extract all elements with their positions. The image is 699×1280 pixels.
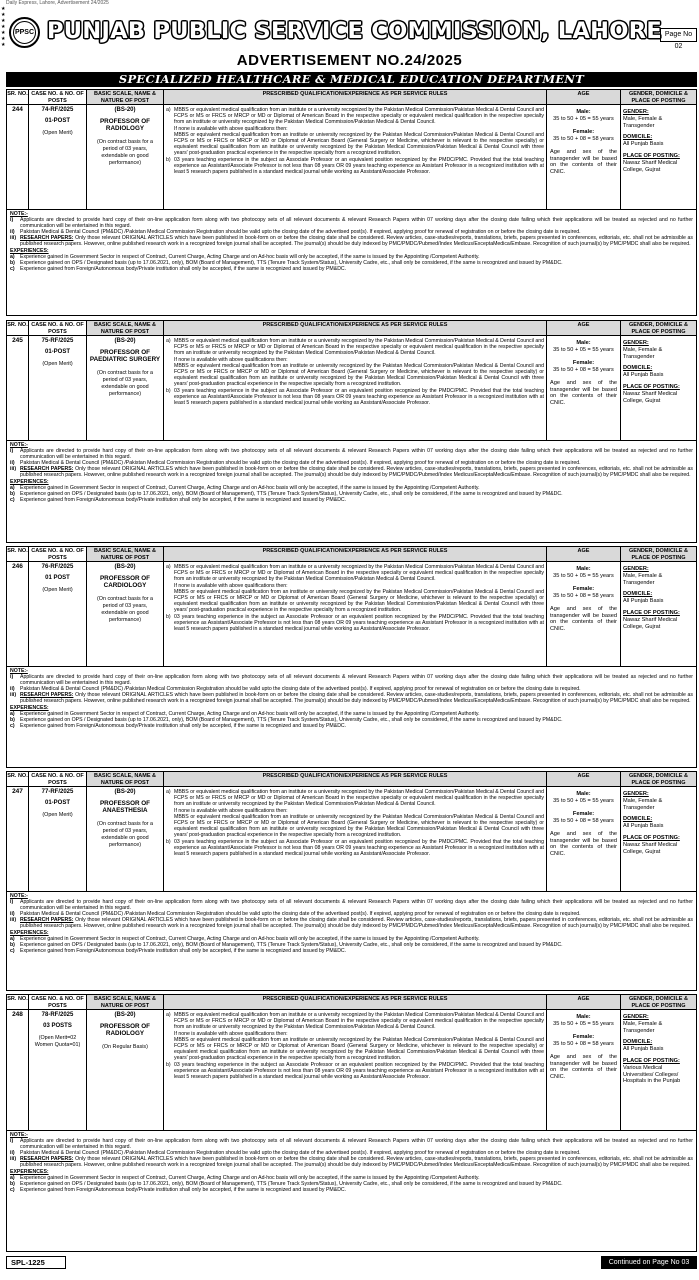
experiences-heading: EXPERIENCES: bbox=[10, 1168, 49, 1175]
qualification-header: PRESCRIBED QUALIFICATION/EXPERIENCE AS PER SERVICE RULES bbox=[164, 90, 546, 105]
experience-a: Experience gained in Government Sector in respect of Contract, Current Charge, Acting Charge and on Ad-hoc basis will only be accepted, if the same is issued by the Appointing /Competent Authority. bbox=[20, 935, 480, 942]
experience-a: Experience gained in Government Sector in respect of Contract, Current Charge, Acting Charge and on Ad-hoc basis will only be accepted, if the same is issued by the Appointing /Competent Authority. bbox=[20, 484, 480, 491]
ppsc-logo-icon bbox=[9, 17, 40, 48]
note-heading: NOTE:- bbox=[10, 442, 28, 448]
gender-header: GENDER, DOMICILE & PLACE OF POSTING bbox=[621, 772, 696, 787]
research-papers-label: RESEARCH PAPERS: bbox=[20, 466, 74, 473]
age-header: AGE bbox=[547, 90, 620, 105]
experience-a: Experience gained in Government Sector in respect of Contract, Current Charge, Acting Charge and on Ad-hoc basis will only be accepted, if the same is issued by the Appointing /Competent Authority. bbox=[20, 1174, 480, 1181]
number-of-posts: 01-POST bbox=[44, 799, 70, 806]
gender-header: GENDER, DOMICILE & PLACE OF POSTING bbox=[621, 995, 696, 1010]
sr-number: 245 bbox=[12, 337, 23, 344]
experience-c: Experience gained from Foreign/Autonomous body/Private institution shall only be accepted, if the same is recognized and issued by PM&DC. bbox=[20, 947, 347, 954]
gender-value: Male, Female & Transgender bbox=[623, 115, 663, 129]
post-table bbox=[7, 321, 696, 441]
note-i: Applicants are directed to provide hard copy of their on-line application form along with two photocopy sets of all relevant documents & relevant Research Papers within 07 working days after the closing date failing which their applications will be treated as rejected and no further communication will be entertained in this regard. bbox=[20, 899, 693, 912]
post-block bbox=[6, 320, 697, 543]
female-age: 35 to 50 + 08 = 58 years bbox=[553, 818, 614, 824]
commission-title: PUNJAB PUBLIC SERVICE COMMISSION, LAHORE bbox=[47, 18, 663, 44]
qualification-a: MBBS or equivalent medical qualification from an institute or a university recognized by the Pakistan Medical Commission/Pakistan Medical & Dental Council and FCPS or MS or FRCS or MRCP or MD or Diplomat of American Board in the respective specialty or equivalent medical qualification in the respective specialty from an institute or university recognized by the Pakistan Medical Commission/Pakistan Medical & Dental Council. bbox=[174, 1012, 544, 1031]
qualification-b: 03 years teaching experience in the subject as Associate Professor or an equivalent position recognized by the PMDC/PMC. Provided that the total teaching experience as Assistant/Associate Professor is not less than 08 years OR 09 years teaching experience as Assistant Professor in a recognized institution with at least 5 research papers published in a standard medical journal while working as Assistant/Associate Professor. bbox=[174, 838, 544, 858]
research-papers-label: RESEARCH PAPERS: bbox=[20, 692, 74, 699]
basic-scale: (BS-20) bbox=[114, 107, 136, 113]
experience-a: Experience gained in Government Sector in respect of Contract, Current Charge, Acting Charge and on Ad-hoc basis will only be accepted, if the same is issued by the Appointing /Competent Authority. bbox=[20, 253, 480, 260]
spl-code: SPL-1225 bbox=[6, 1256, 66, 1269]
contract-terms: (On contract basis for a period of 03 years, extendable on good performance) bbox=[96, 369, 154, 397]
gender-column bbox=[621, 90, 696, 209]
female-age: 35 to 50 + 08 = 58 years bbox=[553, 136, 614, 142]
female-age: 35 to 50 + 08 = 58 years bbox=[553, 1041, 614, 1047]
female-age: 35 to 50 + 08 = 58 years bbox=[553, 593, 614, 599]
sr-header: SR. NO. bbox=[7, 547, 28, 562]
female-label: Female: bbox=[572, 811, 595, 817]
basic-scale: (BS-20) bbox=[114, 789, 136, 795]
experiences-heading: EXPERIENCES: bbox=[10, 704, 49, 711]
basic-column bbox=[87, 995, 164, 1130]
research-papers-label: RESEARCH PAPERS: bbox=[20, 235, 74, 242]
gender-value: Male, Female & Transgender bbox=[623, 1020, 663, 1034]
qualification-header: PRESCRIBED QUALIFICATION/EXPERIENCE AS PER SERVICE RULES bbox=[164, 995, 546, 1010]
post-name: PROFESSOR OF ANAESTHESIA bbox=[99, 799, 151, 815]
notes-section: NOTE:- i) Applicants are directed to provide hard copy of their on-line application form along with two photocopy sets of all relevant documents & relevant Research Papers within 07 working days after the closing date failing which their applications will be treated as rejected and no further communication will be entertained in this regard. ii) Pakistan Medical & Dental Council (PM&DC) /Pakistan Medical Commission Registration should be valid upto the closing date of the advertised post(s). If expired, applying proof for renewal of registration on or before the closing date is required. iii) RESEARCH PAPERS: Only those relevant ORIGINAL ARTICLES which have been published in book-form on or before the closing date shall be considered. Review articles, case-studies/reports, translations, briefs, papers presented in conferences, editorials, etc. shall not be admissible as published research papers. However, online published research work in a recognized foreign journal shall be accepted. The journal(s) should be duly indexed by PMC/PMDC/Pubmed/Index Medicus/ExceptaMedica/Embase. Recognition of such journal(s) by PMC/PMDC shall also be required. EXPERIENCES: a) Experience gained in Government Sector in respect of Contract, Current Charge, Acting Charge and on Ad-hoc basis will only be accepted, if the same is issued by the Appointing /Competent Authority. b) Experience gained on OPS / Designated basis (up to 17.06.2021, only), BOM (Board of Management), TTS (Tenure Track System/Status), University Cadre, etc., shall only be considered, if the same is recognized and issued by PM&DC. c) Experience gained from Foreign/Autonomous body/Private institution shall only be accepted, if the same is recognized and issued by PM&DC. bbox=[10, 1132, 693, 1193]
experience-b: Experience gained on OPS / Designated basis (up to 17.06.2021, only), BOM (Board of Management), TTS (Tenure Track System/Status), University Cadre, etc., shall only be considered, if the same is recognized and issued by PM&DC. bbox=[20, 941, 563, 948]
transgender-age-note: Age and sex of the transgender will be based on the contents of their CNIC. bbox=[550, 1054, 617, 1080]
gender-header: GENDER, DOMICILE & PLACE OF POSTING bbox=[621, 321, 696, 336]
experiences-heading: EXPERIENCES: bbox=[10, 478, 49, 485]
age-column bbox=[547, 90, 621, 209]
gender-value: Male, Female & Transgender bbox=[623, 797, 663, 811]
quota: (Open Merit) bbox=[42, 130, 73, 137]
sr-column bbox=[7, 547, 29, 666]
note-iii: Only those relevant ORIGINAL ARTICLES which have been published in book-form on or before the closing date shall be considered. Review articles, case-studies/reports, translations, briefs, papers presented in conferences, editorials, etc. shall not be admissible as published research papers. However, online published research work in a recognized foreign journal shall be accepted. The journal(s) should be duly indexed by PMC/PMDC/Pubmed/Index Medicus/ExceptaMedica/Embase. Recognition of such journal(s) by PMC/PMDC shall also be required. bbox=[20, 917, 693, 930]
sr-number: 248 bbox=[12, 1011, 23, 1018]
qualification-column: PRESCRIBED QUALIFICATION/EXPERIENCE AS PER SERVICE RULES a) MBBS or equivalent medical qualification from an institute or a university recognized by the Pakistan Medical Commission/Pakistan Medical & Dental Council and FCPS or MS or FRCS or MRCP or MD or Diplomat of American Board in the respective specialty or equivalent medical qualification in the respective specialty from an institute or university recognized by the Pakistan Medical Commission/Pakistan Medical & Dental Council. If none is available with above qualifications then: MBBS or equivalent medical qualification from an institute or university recognized by the Pakistan Medical Commission/Pakistan Medical & Dental Council and FCPS or MS or FRCS or MRCP or MD or Diplomat of American Board (General Surgery or Medicine, whichever is relevant to the respective specialty) or equivalent medical qualification from an institute or university recognized by the Pakistan Medical Commission/Pakistan Medical & Dental Council with three years' post-graduation practical experience in the respective specialty from a recognized institution. b) 03 years teaching experience in the subject as Associate Professor or an equivalent position recognized by the PMDC/PMC. Provided that the total teaching experience as Assistant/Associate Professor is not less than 08 years OR 09 years teaching experience as Assistant Professor in a recognized institution with at least 5 research papers published in a standard medical journal while working as Assistant/Associate Professor. bbox=[164, 321, 547, 440]
note-heading: NOTE:- bbox=[10, 893, 28, 899]
sr-number: 246 bbox=[12, 563, 23, 570]
note-i: Applicants are directed to provide hard copy of their on-line application form along with two photocopy sets of all relevant documents & relevant Research Papers within 07 working days after the closing date failing which their applications will be treated as rejected and no further communication will be entertained in this regard. bbox=[20, 448, 693, 461]
contract-terms: (On contract basis for a period of 03 years, extendable on good performance) bbox=[96, 820, 154, 848]
experience-b: Experience gained on OPS / Designated basis (up to 17.06.2021, only), BOM (Board of Management), TTS (Tenure Track System/Status), University Cadre, etc., shall only be considered, if the same is recognized and issued by PM&DC. bbox=[20, 716, 563, 723]
sr-header: SR. NO. bbox=[7, 90, 28, 105]
continued-banner: Continued on Page No 03 bbox=[601, 1256, 697, 1269]
qualification-b: 03 years teaching experience in the subject as Associate Professor or an equivalent position recognized by the PMDC/PMC. Provided that the total teaching experience as Assistant/Associate Professor is not less than 08 years OR 09 years teaching experience as Assistant Professor in a recognized institution with at least 5 research papers published in a standard medical journal while working as Assistant/Associate Professor. bbox=[174, 156, 544, 176]
gender-header: GENDER, DOMICILE & PLACE OF POSTING bbox=[621, 90, 696, 105]
sr-number: 247 bbox=[12, 788, 23, 795]
male-age: 35 to 50 + 05 = 55 years bbox=[553, 573, 614, 579]
age-header: AGE bbox=[547, 547, 620, 562]
basic-header: BASIC SCALE, NAME & NATURE OF POST bbox=[87, 321, 163, 336]
case-header: CASE NO. & NO. OF POSTS bbox=[29, 90, 86, 105]
case-header: CASE NO. & NO. OF POSTS bbox=[29, 995, 86, 1010]
domicile-label: DOMICILE: bbox=[623, 591, 653, 598]
basic-column bbox=[87, 547, 164, 666]
gender-label: GENDER: bbox=[623, 109, 649, 115]
basic-header: BASIC SCALE, NAME & NATURE OF POST bbox=[87, 772, 163, 787]
note-ii: Pakistan Medical & Dental Council (PM&DC) /Pakistan Medical Commission Registration should be valid upto the closing date of the advertised post(s). If expired, applying proof for renewal of registration on or before the closing date is required. bbox=[20, 686, 581, 693]
qualification-none: If none is available with above qualifications then: bbox=[174, 807, 288, 814]
post-block bbox=[6, 771, 697, 991]
case-column bbox=[29, 547, 87, 666]
note-heading: NOTE:- bbox=[10, 1132, 28, 1138]
notes-section: NOTE:- i) Applicants are directed to provide hard copy of their on-line application form along with two photocopy sets of all relevant documents & relevant Research Papers within 07 working days after the closing date failing which their applications will be treated as rejected and no further communication will be entertained in this regard. ii) Pakistan Medical & Dental Council (PM&DC) /Pakistan Medical Commission Registration should be valid upto the closing date of the advertised post(s). If expired, applying proof for renewal of registration on or before the closing date is required. iii) RESEARCH PAPERS: Only those relevant ORIGINAL ARTICLES which have been published in book-form on or before the closing date shall be considered. Review articles, case-studies/reports, translations, briefs, papers presented in conferences, editorials, etc. shall not be admissible as published research papers. However, online published research work in a recognized foreign journal shall be accepted. The journal(s) should be duly indexed by PMC/PMDC/Pubmed/Index Medicus/ExceptaMedica/Embase. Recognition of such journal(s) by PMC/PMDC shall also be required. EXPERIENCES: a) Experience gained in Government Sector in respect of Contract, Current Charge, Acting Charge and on Ad-hoc basis will only be accepted, if the same is issued by the Appointing /Competent Authority. b) Experience gained on OPS / Designated basis (up to 17.06.2021, only), BOM (Board of Management), TTS (Tenure Track System/Status), University Cadre, etc., shall only be considered, if the same is recognized and issued by PM&DC. c) Experience gained from Foreign/Autonomous body/Private institution shall only be accepted, if the same is recognized and issued by PM&DC. bbox=[10, 211, 693, 272]
domicile-label: DOMICILE: bbox=[623, 1039, 653, 1046]
qualification-none: If none is available with above qualifications then: bbox=[174, 582, 288, 589]
age-header: AGE bbox=[547, 321, 620, 336]
case-header: CASE NO. & NO. OF POSTS bbox=[29, 547, 86, 562]
domicile-value: All Punjab Basis bbox=[623, 141, 664, 148]
age-column bbox=[547, 321, 621, 440]
female-label: Female: bbox=[572, 360, 595, 366]
contract-terms: (On contract basis for a period of 03 years, extendable on good performance) bbox=[96, 595, 154, 623]
posting-label: PLACE OF POSTING: bbox=[623, 383, 680, 390]
logo-text: PPSC bbox=[13, 21, 36, 44]
posting-value: Nawaz Sharif Medical College, Gujrat bbox=[623, 159, 678, 173]
male-label: Male: bbox=[576, 1014, 591, 1020]
transgender-age-note: Age and sex of the transgender will be based on the contents of their CNIC. bbox=[550, 831, 617, 857]
quota: (Open Merit) bbox=[42, 587, 73, 594]
research-papers-label: RESEARCH PAPERS: bbox=[20, 917, 74, 924]
female-age: 35 to 50 + 08 = 58 years bbox=[553, 367, 614, 373]
gender-value: Male, Female & Transgender bbox=[623, 572, 663, 586]
case-column bbox=[29, 995, 87, 1130]
qualification-header: PRESCRIBED QUALIFICATION/EXPERIENCE AS PER SERVICE RULES bbox=[164, 547, 546, 562]
experiences-heading: EXPERIENCES: bbox=[10, 247, 49, 254]
case-column bbox=[29, 90, 87, 209]
qualification-column: PRESCRIBED QUALIFICATION/EXPERIENCE AS PER SERVICE RULES a) MBBS or equivalent medical qualification from an institute or a university recognized by the Pakistan Medical Commission/Pakistan Medical & Dental Council and FCPS or MS or FRCS or MRCP or MD or Diplomat of American Board in the respective specialty or equivalent medical qualification in the respective specialty from an institute or university recognized by the Pakistan Medical Commission/Pakistan Medical & Dental Council. If none is available with above qualifications then: MBBS or equivalent medical qualification from an institute or university recognized by the Pakistan Medical Commission/Pakistan Medical & Dental Council and FCPS or MS or FRCS or MRCP or MD or Diplomat of American Board (General Surgery or Medicine, whichever is relevant to the respective specialty) or equivalent medical qualification from an institute or university recognized by the Pakistan Medical Commission/Pakistan Medical & Dental Council with three years' post-graduation practical experience in the respective specialty from a recognized institution. b) 03 years teaching experience in the subject as Associate Professor or an equivalent position recognized by the PMDC/PMC. Provided that the total teaching experience as Assistant/Associate Professor is not less than 08 years OR 09 years teaching experience as Assistant Professor in a recognized institution with at least 5 research papers published in a standard medical journal while working as Assistant/Associate Professor. bbox=[164, 90, 547, 209]
research-papers-label: RESEARCH PAPERS: bbox=[20, 1156, 74, 1163]
qualification-alt: MBBS or equivalent medical qualification from an institute or university recognized by the Pakistan Medical Commission/Pakistan Medical & Dental Council and FCPS or MS or FRCS or MRCP or MD or Diplomat of American Board (General Surgery or Medicine, whichever is relevant to the respective specialty) or equivalent medical qualification from an institute or university recognized by the Pakistan Medical Commission/Pakistan Medical & Dental Council with three years' post-graduation practical experience in the respective specialty from a recognized institution. bbox=[174, 362, 544, 388]
notes-section: NOTE:- i) Applicants are directed to provide hard copy of their on-line application form along with two photocopy sets of all relevant documents & relevant Research Papers within 07 working days after the closing date failing which their applications will be treated as rejected and no further communication will be entertained in this regard. ii) Pakistan Medical & Dental Council (PM&DC) /Pakistan Medical Commission Registration should be valid upto the closing date of the advertised post(s). If expired, applying proof for renewal of registration on or before the closing date is required. iii) RESEARCH PAPERS: Only those relevant ORIGINAL ARTICLES which have been published in book-form on or before the closing date shall be considered. Review articles, case-studies/reports, translations, briefs, papers presented in conferences, editorials, etc. shall not be admissible as published research papers. However, online published research work in a recognized foreign journal shall be accepted. The journal(s) should be duly indexed by PMC/PMDC/Pubmed/Index Medicus/ExceptaMedica/Embase. Recognition of such journal(s) by PMC/PMDC shall also be required. EXPERIENCES: a) Experience gained in Government Sector in respect of Contract, Current Charge, Acting Charge and on Ad-hoc basis will only be accepted, if the same is issued by the Appointing /Competent Authority. b) Experience gained on OPS / Designated basis (up to 17.06.2021, only), BOM (Board of Management), TTS (Tenure Track System/Status), University Cadre, etc., shall only be considered, if the same is recognized and issued by PM&DC. c) Experience gained from Foreign/Autonomous body/Private institution shall only be accepted, if the same is recognized and issued by PM&DC. bbox=[10, 442, 693, 503]
gender-label: GENDER: bbox=[623, 566, 649, 572]
qualification-alt: MBBS or equivalent medical qualification from an institute or university recognized by the Pakistan Medical Commission/Pakistan Medical & Dental Council and FCPS or MS or FRCS or MRCP or MD or Diplomat of American Board (General Surgery or Medicine, whichever is relevant to the respective specialty) or equivalent medical qualification from an institute or university recognized by the Pakistan Medical Commission/Pakistan Medical & Dental Council with three years' post-graduation practical experience in the respective specialty from a recognized institution. bbox=[174, 131, 544, 157]
basic-header: BASIC SCALE, NAME & NATURE OF POST bbox=[87, 547, 163, 562]
note-ii: Pakistan Medical & Dental Council (PM&DC) /Pakistan Medical Commission Registration should be valid upto the closing date of the advertised post(s). If expired, applying proof for renewal of registration on or before the closing date is required. bbox=[20, 1150, 581, 1157]
experience-c: Experience gained from Foreign/Autonomous body/Private institution shall only be accepted, if the same is recognized and issued by PM&DC. bbox=[20, 496, 347, 503]
experience-c: Experience gained from Foreign/Autonomous body/Private institution shall only be accepted, if the same is recognized and issued by PM&DC. bbox=[20, 722, 347, 729]
note-heading: NOTE:- bbox=[10, 668, 28, 674]
page-number-badge: Page No 02 bbox=[660, 28, 697, 42]
post-name: PROFESSOR OF RADIOLOGY bbox=[99, 1022, 151, 1038]
posting-label: PLACE OF POSTING: bbox=[623, 152, 680, 159]
quota: (Open Merit=02 Women Quota=01) bbox=[34, 1035, 81, 1048]
qualification-header: PRESCRIBED QUALIFICATION/EXPERIENCE AS PER SERVICE RULES bbox=[164, 772, 546, 787]
posting-value: Nawaz Sharif Medical College, Gujrat bbox=[623, 390, 678, 404]
qualification-b: 03 years teaching experience in the subject as Associate Professor or an equivalent position recognized by the PMDC/PMC. Provided that the total teaching experience as Assistant/Associate Professor is not less than 08 years OR 09 years teaching experience as Assistant Professor in a recognized institution with at least 5 research papers published in a standard medical journal while working as Assistant/Associate Professor. bbox=[174, 387, 544, 407]
note-i: Applicants are directed to provide hard copy of their on-line application form along with two photocopy sets of all relevant documents & relevant Research Papers within 07 working days after the closing date failing which their applications will be treated as rejected and no further communication will be entertained in this regard. bbox=[20, 674, 693, 687]
qualification-none: If none is available with above qualifications then: bbox=[174, 125, 288, 132]
experience-c: Experience gained from Foreign/Autonomous body/Private institution shall only be accepted, if the same is recognized and issued by PM&DC. bbox=[20, 265, 347, 272]
post-name: PROFESSOR OF PAEDIATRIC SURGERY bbox=[89, 348, 161, 364]
experience-c: Experience gained from Foreign/Autonomous body/Private institution shall only be accepted, if the same is recognized and issued by PM&DC. bbox=[20, 1186, 347, 1193]
posting-label: PLACE OF POSTING: bbox=[623, 1057, 680, 1064]
sr-column bbox=[7, 772, 29, 891]
qualification-a: MBBS or equivalent medical qualification from an institute or a university recognized by the Pakistan Medical Commission/Pakistan Medical & Dental Council and FCPS or MS or FRCS or MRCP or MD or Diplomat of American Board in the respective specialty or equivalent medical qualification in the respective specialty from an institute or university recognized by the Pakistan Medical Commission/Pakistan Medical & Dental Council. bbox=[174, 564, 544, 583]
basic-column bbox=[87, 772, 164, 891]
posting-label: PLACE OF POSTING: bbox=[623, 609, 680, 616]
gender-header: GENDER, DOMICILE & PLACE OF POSTING bbox=[621, 547, 696, 562]
domicile-value: All Punjab Basis bbox=[623, 598, 664, 605]
male-age: 35 to 50 + 05 = 55 years bbox=[553, 1021, 614, 1027]
posting-value: Various Medical Universities/ Colleges/ Hospitals in the Punjab bbox=[623, 1064, 681, 1085]
qualification-alt: MBBS or equivalent medical qualification from an institute or university recognized by the Pakistan Medical Commission/Pakistan Medical & Dental Council and FCPS or MS or FRCS or MRCP or MD or Diplomat of American Board (General Surgery or Medicine, whichever is relevant to the respective specialty) or equivalent medical qualification from an institute or university recognized by the Pakistan Medical Commission/Pakistan Medical & Dental Council with three years' post-graduation practical experience in the respective specialty from a recognized institution. bbox=[174, 813, 544, 839]
note-ii: Pakistan Medical & Dental Council (PM&DC) /Pakistan Medical Commission Registration should be valid upto the closing date of the advertised post(s). If expired, applying proof for renewal of registration on or before the closing date is required. bbox=[20, 911, 581, 918]
gender-label: GENDER: bbox=[623, 1014, 649, 1020]
number-of-posts: 01-POST bbox=[44, 348, 70, 355]
gender-column bbox=[621, 772, 696, 891]
qualification-a: MBBS or equivalent medical qualification from an institute or a university recognized by the Pakistan Medical Commission/Pakistan Medical & Dental Council and FCPS or MS or FRCS or MRCP or MD or Diplomat of American Board in the respective specialty or equivalent medical qualification in the respective specialty from an institute or university recognized by the Pakistan Medical Commission/Pakistan Medical & Dental Council. bbox=[174, 107, 544, 126]
experience-b: Experience gained on OPS / Designated basis (up to 17.06.2021, only), BOM (Board of Management), TTS (Tenure Track System/Status), University Cadre, etc., shall only be considered, if the same is recognized and issued by PM&DC. bbox=[20, 259, 563, 266]
basic-header: BASIC SCALE, NAME & NATURE OF POST bbox=[87, 995, 163, 1010]
note-iii: Only those relevant ORIGINAL ARTICLES which have been published in book-form on or before the closing date shall be considered. Review articles, case-studies/reports, translations, briefs, papers presented in conferences, editorials, etc. shall not be admissible as published research papers. However, online published research work in a recognized foreign journal shall be accepted. The journal(s) should be duly indexed by PMC/PMDC/Pubmed/Index Medicus/ExceptaMedica/Embase. Recognition of such journal(s) by PMC/PMDC shall also be required. bbox=[20, 235, 693, 248]
contract-terms: (On contract basis for a period of 03 years, extendable on good performance) bbox=[96, 138, 154, 166]
qualification-a: MBBS or equivalent medical qualification from an institute or a university recognized by the Pakistan Medical Commission/Pakistan Medical & Dental Council and FCPS or MS or FRCS or MRCP or MD or Diplomat of American Board in the respective specialty or equivalent medical qualification in the respective specialty from an institute or university recognized by the Pakistan Medical Commission/Pakistan Medical & Dental Council. bbox=[174, 789, 544, 808]
qualification-b: 03 years teaching experience in the subject as Associate Professor or an equivalent position recognized by the PMDC/PMC. Provided that the total teaching experience as Assistant/Associate Professor is not less than 08 years OR 09 years teaching experience as Assistant Professor in a recognized institution with at least 5 research papers published in a standard medical journal while working as Assistant/Associate Professor. bbox=[174, 1061, 544, 1081]
basic-column bbox=[87, 90, 164, 209]
transgender-age-note: Age and sex of the transgender will be based on the contents of their CNIC. bbox=[550, 606, 617, 632]
newspaper-strip: Daily Express, Lahore, Advertisement 24/2025 bbox=[6, 0, 109, 6]
age-column bbox=[547, 772, 621, 891]
footer bbox=[6, 1256, 697, 1270]
domicile-label: DOMICILE: bbox=[623, 816, 653, 823]
female-label: Female: bbox=[572, 1034, 595, 1040]
qualification-column: PRESCRIBED QUALIFICATION/EXPERIENCE AS PER SERVICE RULES a) MBBS or equivalent medical qualification from an institute or a university recognized by the Pakistan Medical Commission/Pakistan Medical & Dental Council and FCPS or MS or FRCS or MRCP or MD or Diplomat of American Board in the respective specialty or equivalent medical qualification in the respective specialty from an institute or university recognized by the Pakistan Medical Commission/Pakistan Medical & Dental Council. If none is available with above qualifications then: MBBS or equivalent medical qualification from an institute or university recognized by the Pakistan Medical Commission/Pakistan Medical & Dental Council and FCPS or MS or FRCS or MRCP or MD or Diplomat of American Board (General Surgery or Medicine, whichever is relevant to the respective specialty) or equivalent medical qualification from an institute or university recognized by the Pakistan Medical Commission/Pakistan Medical & Dental Council with three years' post-graduation practical experience in the respective specialty from a recognized institution. b) 03 years teaching experience in the subject as Associate Professor or an equivalent position recognized by the PMDC/PMC. Provided that the total teaching experience as Assistant/Associate Professor is not less than 08 years OR 09 years teaching experience as Assistant Professor in a recognized institution with at least 5 research papers published in a standard medical journal while working as Assistant/Associate Professor. bbox=[164, 772, 547, 891]
sr-header: SR. NO. bbox=[7, 321, 28, 336]
post-name: PROFESSOR OF CARDIOLOGY bbox=[99, 574, 151, 590]
case-header: CASE NO. & NO. OF POSTS bbox=[29, 772, 86, 787]
qualification-alt: MBBS or equivalent medical qualification from an institute or university recognized by the Pakistan Medical Commission/Pakistan Medical & Dental Council and FCPS or MS or FRCS or MRCP or MD or Diplomat of American Board (General Surgery or Medicine, whichever is relevant to the respective specialty) or equivalent medical qualification from an institute or university recognized by the Pakistan Medical Commission/Pakistan Medical & Dental Council with three years' post-graduation practical experience in the respective specialty from a recognized institution. bbox=[174, 588, 544, 614]
qualification-none: If none is available with above qualifications then: bbox=[174, 1030, 288, 1037]
age-header: AGE bbox=[547, 995, 620, 1010]
domicile-value: All Punjab Basis bbox=[623, 1046, 664, 1053]
gender-column bbox=[621, 995, 696, 1130]
notes-section: NOTE:- i) Applicants are directed to provide hard copy of their on-line application form along with two photocopy sets of all relevant documents & relevant Research Papers within 07 working days after the closing date failing which their applications will be treated as rejected and no further communication will be entertained in this regard. ii) Pakistan Medical & Dental Council (PM&DC) /Pakistan Medical Commission Registration should be valid upto the closing date of the advertised post(s). If expired, applying proof for renewal of registration on or before the closing date is required. iii) RESEARCH PAPERS: Only those relevant ORIGINAL ARTICLES which have been published in book-form on or before the closing date shall be considered. Review articles, case-studies/reports, translations, briefs, papers presented in conferences, editorials, etc. shall not be admissible as published research papers. However, online published research work in a recognized foreign journal shall be accepted. The journal(s) should be duly indexed by PMC/PMDC/Pubmed/Index Medicus/ExceptaMedica/Embase. Recognition of such journal(s) by PMC/PMDC shall also be required. EXPERIENCES: a) Experience gained in Government Sector in respect of Contract, Current Charge, Acting Charge and on Ad-hoc basis will only be accepted, if the same is issued by the Appointing /Competent Authority. b) Experience gained on OPS / Designated basis (up to 17.06.2021, only), BOM (Board of Management), TTS (Tenure Track System/Status), University Cadre, etc., shall only be considered, if the same is recognized and issued by PM&DC. c) Experience gained from Foreign/Autonomous body/Private institution shall only be accepted, if the same is recognized and issued by PM&DC. bbox=[10, 668, 693, 729]
qualification-column: PRESCRIBED QUALIFICATION/EXPERIENCE AS PER SERVICE RULES a) MBBS or equivalent medical qualification from an institute or a university recognized by the Pakistan Medical Commission/Pakistan Medical & Dental Council and FCPS or MS or FRCS or MRCP or MD or Diplomat of American Board in the respective specialty or equivalent medical qualification in the respective specialty from an institute or university recognized by the Pakistan Medical Commission/Pakistan Medical & Dental Council. If none is available with above qualifications then: MBBS or equivalent medical qualification from an institute or university recognized by the Pakistan Medical Commission/Pakistan Medical & Dental Council and FCPS or MS or FRCS or MRCP or MD or Diplomat of American Board (General Surgery or Medicine, whichever is relevant to the respective specialty) or equivalent medical qualification from an institute or university recognized by the Pakistan Medical Commission/Pakistan Medical & Dental Council with three years' post-graduation practical experience in the respective specialty from a recognized institution. b) 03 years teaching experience in the subject as Associate Professor or an equivalent position recognized by the PMDC/PMC. Provided that the total teaching experience as Assistant/Associate Professor is not less than 08 years OR 09 years teaching experience as Assistant Professor in a recognized institution with at least 5 research papers published in a standard medical journal while working as Assistant/Associate Professor. bbox=[164, 547, 547, 666]
basic-column bbox=[87, 321, 164, 440]
posting-value: Nawaz Sharif Medical College, Gujrat bbox=[623, 841, 678, 855]
case-number: 78-RF/2025 bbox=[41, 1012, 74, 1018]
gender-label: GENDER: bbox=[623, 791, 649, 797]
sr-column bbox=[7, 90, 29, 209]
experiences-heading: EXPERIENCES: bbox=[10, 929, 49, 936]
gender-value: Male, Female & Transgender bbox=[623, 346, 663, 360]
posting-label: PLACE OF POSTING: bbox=[623, 834, 680, 841]
basic-scale: (BS-20) bbox=[114, 338, 136, 344]
advertisement-number: ADVERTISEMENT NO.24/2025 bbox=[236, 52, 463, 69]
sr-header: SR. NO. bbox=[7, 995, 28, 1010]
male-label: Male: bbox=[576, 340, 591, 346]
male-age: 35 to 50 + 05 = 55 years bbox=[553, 116, 614, 122]
note-iii: Only those relevant ORIGINAL ARTICLES which have been published in book-form on or before the closing date shall be considered. Review articles, case-studies/reports, translations, briefs, papers presented in conferences, editorials, etc. shall not be admissible as published research papers. However, online published research work in a recognized foreign journal shall be accepted. The journal(s) should be duly indexed by PMC/PMDC/Pubmed/Index Medicus/ExceptaMedica/Embase. Recognition of such journal(s) by PMC/PMDC shall also be required. bbox=[20, 466, 693, 479]
age-column bbox=[547, 547, 621, 666]
basic-scale: (BS-20) bbox=[114, 564, 136, 570]
gender-label: GENDER: bbox=[623, 340, 649, 346]
note-iii: Only those relevant ORIGINAL ARTICLES which have been published in book-form on or before the closing date shall be considered. Review articles, case-studies/reports, translations, briefs, papers presented in conferences, editorials, etc. shall not be admissible as published research papers. However, online published research work in a recognized foreign journal shall be accepted. The journal(s) should be duly indexed by PMC/PMDC/Pubmed/Index Medicus/ExceptaMedica/Embase. Recognition of such journal(s) by PMC/PMDC shall also be required. bbox=[20, 1156, 693, 1169]
note-iii: Only those relevant ORIGINAL ARTICLES which have been published in book-form on or before the closing date shall be considered. Review articles, case-studies/reports, translations, briefs, papers presented in conferences, editorials, etc. shall not be admissible as published research papers. However, online published research work in a recognized foreign journal shall be accepted. The journal(s) should be duly indexed by PMC/PMDC/Pubmed/Index Medicus/ExceptaMedica/Embase. Recognition of such journal(s) by PMC/PMDC shall also be required. bbox=[20, 692, 693, 705]
case-number: 76-RF/2025 bbox=[41, 564, 74, 570]
age-header: AGE bbox=[547, 772, 620, 787]
case-number: 75-RF/2025 bbox=[41, 338, 74, 344]
contract-terms: (On Regular Basis) bbox=[102, 1043, 148, 1050]
male-label: Male: bbox=[576, 109, 591, 115]
post-name: PROFESSOR OF RADIOLOGY bbox=[99, 117, 151, 133]
post-table bbox=[7, 995, 696, 1131]
case-header: CASE NO. & NO. OF POSTS bbox=[29, 321, 86, 336]
domicile-label: DOMICILE: bbox=[623, 365, 653, 372]
male-label: Male: bbox=[576, 566, 591, 572]
female-label: Female: bbox=[572, 129, 595, 135]
qualification-column: PRESCRIBED QUALIFICATION/EXPERIENCE AS PER SERVICE RULES a) MBBS or equivalent medical qualification from an institute or a university recognized by the Pakistan Medical Commission/Pakistan Medical & Dental Council and FCPS or MS or FRCS or MRCP or MD or Diplomat of American Board in the respective specialty or equivalent medical qualification in the respective specialty from an institute or university recognized by the Pakistan Medical Commission/Pakistan Medical & Dental Council. If none is available with above qualifications then: MBBS or equivalent medical qualification from an institute or university recognized by the Pakistan Medical Commission/Pakistan Medical & Dental Council and FCPS or MS or FRCS or MRCP or MD or Diplomat of American Board (General Surgery or Medicine, whichever is relevant to the respective specialty) or equivalent medical qualification from an institute or university recognized by the Pakistan Medical Commission/Pakistan Medical & Dental Council with three years' post-graduation practical experience in the respective specialty from a recognized institution. b) 03 years teaching experience in the subject as Associate Professor or an equivalent position recognized by the PMDC/PMC. Provided that the total teaching experience as Assistant/Associate Professor is not less than 08 years OR 09 years teaching experience as Assistant Professor in a recognized institution with at least 5 research papers published in a standard medical journal while working as Assistant/Associate Professor. bbox=[164, 995, 547, 1130]
note-i: Applicants are directed to provide hard copy of their on-line application form along with two photocopy sets of all relevant documents & relevant Research Papers within 07 working days after the closing date failing which their applications will be treated as rejected and no further communication will be entertained in this regard. bbox=[20, 217, 693, 230]
post-table bbox=[7, 90, 696, 210]
post-block bbox=[6, 546, 697, 768]
female-label: Female: bbox=[572, 586, 595, 592]
number-of-posts: 01-POST bbox=[44, 117, 70, 124]
post-block bbox=[6, 89, 697, 316]
experience-b: Experience gained on OPS / Designated basis (up to 17.06.2021, only), BOM (Board of Management), TTS (Tenure Track System/Status), University Cadre, etc., shall only be considered, if the same is recognized and issued by PM&DC. bbox=[20, 1180, 563, 1187]
male-age: 35 to 50 + 05 = 55 years bbox=[553, 347, 614, 353]
star-decoration: ★ ★ ★ ★ ★ ★ ★ bbox=[1, 6, 6, 48]
quota: (Open Merit) bbox=[42, 812, 73, 819]
number-of-posts: 03 POSTS bbox=[43, 1022, 72, 1029]
sr-column bbox=[7, 321, 29, 440]
domicile-label: DOMICILE: bbox=[623, 134, 653, 141]
domicile-value: All Punjab Basis bbox=[623, 823, 664, 830]
note-ii: Pakistan Medical & Dental Council (PM&DC) /Pakistan Medical Commission Registration should be valid upto the closing date of the advertised post(s). If expired, applying proof for renewal of registration on or before the closing date is required. bbox=[20, 460, 581, 467]
post-block bbox=[6, 994, 697, 1252]
male-label: Male: bbox=[576, 791, 591, 797]
post-table bbox=[7, 772, 696, 892]
posting-value: Nawaz Sharif Medical College, Gujrat bbox=[623, 616, 678, 630]
qualification-a: MBBS or equivalent medical qualification from an institute or a university recognized by the Pakistan Medical Commission/Pakistan Medical & Dental Council and FCPS or MS or FRCS or MRCP or MD or Diplomat of American Board in the respective specialty or equivalent medical qualification in the respective specialty from an institute or university recognized by the Pakistan Medical Commission/Pakistan Medical & Dental Council. bbox=[174, 338, 544, 357]
basic-header: BASIC SCALE, NAME & NATURE OF POST bbox=[87, 90, 163, 105]
case-column bbox=[29, 321, 87, 440]
gender-column bbox=[621, 321, 696, 440]
sr-header: SR. NO. bbox=[7, 772, 28, 787]
case-number: 74-RF/2025 bbox=[41, 107, 74, 113]
post-table bbox=[7, 547, 696, 667]
note-ii: Pakistan Medical & Dental Council (PM&DC) /Pakistan Medical Commission Registration should be valid upto the closing date of the advertised post(s). If expired, applying proof for renewal of registration on or before the closing date is required. bbox=[20, 229, 581, 236]
basic-scale: (BS-20) bbox=[114, 1012, 136, 1018]
qualification-header: PRESCRIBED QUALIFICATION/EXPERIENCE AS PER SERVICE RULES bbox=[164, 321, 546, 336]
age-column bbox=[547, 995, 621, 1130]
sr-column bbox=[7, 995, 29, 1130]
transgender-age-note: Age and sex of the transgender will be based on the contents of their CNIC. bbox=[550, 380, 617, 406]
number-of-posts: 01 POST bbox=[45, 574, 70, 581]
domicile-value: All Punjab Basis bbox=[623, 372, 664, 379]
notes-section: NOTE:- i) Applicants are directed to provide hard copy of their on-line application form along with two photocopy sets of all relevant documents & relevant Research Papers within 07 working days after the closing date failing which their applications will be treated as rejected and no further communication will be entertained in this regard. ii) Pakistan Medical & Dental Council (PM&DC) /Pakistan Medical Commission Registration should be valid upto the closing date of the advertised post(s). If expired, applying proof for renewal of registration on or before the closing date is required. iii) RESEARCH PAPERS: Only those relevant ORIGINAL ARTICLES which have been published in book-form on or before the closing date shall be considered. Review articles, case-studies/reports, translations, briefs, papers presented in conferences, editorials, etc. shall not be admissible as published research papers. However, online published research work in a recognized foreign journal shall be accepted. The journal(s) should be duly indexed by PMC/PMDC/Pubmed/Index Medicus/ExceptaMedica/Embase. Recognition of such journal(s) by PMC/PMDC shall also be required. EXPERIENCES: a) Experience gained in Government Sector in respect of Contract, Current Charge, Acting Charge and on Ad-hoc basis will only be accepted, if the same is issued by the Appointing /Competent Authority. b) Experience gained on OPS / Designated basis (up to 17.06.2021, only), BOM (Board of Management), TTS (Tenure Track System/Status), University Cadre, etc., shall only be considered, if the same is recognized and issued by PM&DC. c) Experience gained from Foreign/Autonomous body/Private institution shall only be accepted, if the same is recognized and issued by PM&DC. bbox=[10, 893, 693, 954]
qualification-alt: MBBS or equivalent medical qualification from an institute or university recognized by the Pakistan Medical Commission/Pakistan Medical & Dental Council and FCPS or MS or FRCS or MRCP or MD or Diplomat of American Board (General Surgery or Medicine, whichever is relevant to the respective specialty) or equivalent medical qualification from an institute or university recognized by the Pakistan Medical Commission/Pakistan Medical & Dental Council with three years' post-graduation practical experience in the respective specialty from a recognized institution. bbox=[174, 1036, 544, 1062]
case-number: 77-RF/2025 bbox=[41, 789, 74, 795]
qualification-b: 03 years teaching experience in the subject as Associate Professor or an equivalent position recognized by the PMDC/PMC. Provided that the total teaching experience as Assistant/Associate Professor is not less than 08 years OR 09 years teaching experience as Assistant Professor in a recognized institution with at least 5 research papers published in a standard medical journal while working as Assistant/Associate Professor. bbox=[174, 613, 544, 633]
note-i: Applicants are directed to provide hard copy of their on-line application form along with two photocopy sets of all relevant documents & relevant Research Papers within 07 working days after the closing date failing which their applications will be treated as rejected and no further communication will be entertained in this regard. bbox=[20, 1138, 693, 1151]
sr-number: 244 bbox=[12, 106, 23, 113]
note-heading: NOTE:- bbox=[10, 211, 28, 217]
gender-column bbox=[621, 547, 696, 666]
department-banner: SPECIALIZED HEALTHCARE & MEDICAL EDUCATION DEPARTMENT bbox=[6, 72, 697, 87]
male-age: 35 to 50 + 05 = 55 years bbox=[553, 798, 614, 804]
transgender-age-note: Age and sex of the transgender will be based on the contents of their CNIC. bbox=[550, 149, 617, 175]
case-column bbox=[29, 772, 87, 891]
quota: (Open Merit) bbox=[42, 361, 73, 368]
experience-a: Experience gained in Government Sector in respect of Contract, Current Charge, Acting Charge and on Ad-hoc basis will only be accepted, if the same is issued by the Appointing /Competent Authority. bbox=[20, 710, 480, 717]
qualification-none: If none is available with above qualifications then: bbox=[174, 356, 288, 363]
experience-b: Experience gained on OPS / Designated basis (up to 17.06.2021, only), BOM (Board of Management), TTS (Tenure Track System/Status), University Cadre, etc., shall only be considered, if the same is recognized and issued by PM&DC. bbox=[20, 490, 563, 497]
